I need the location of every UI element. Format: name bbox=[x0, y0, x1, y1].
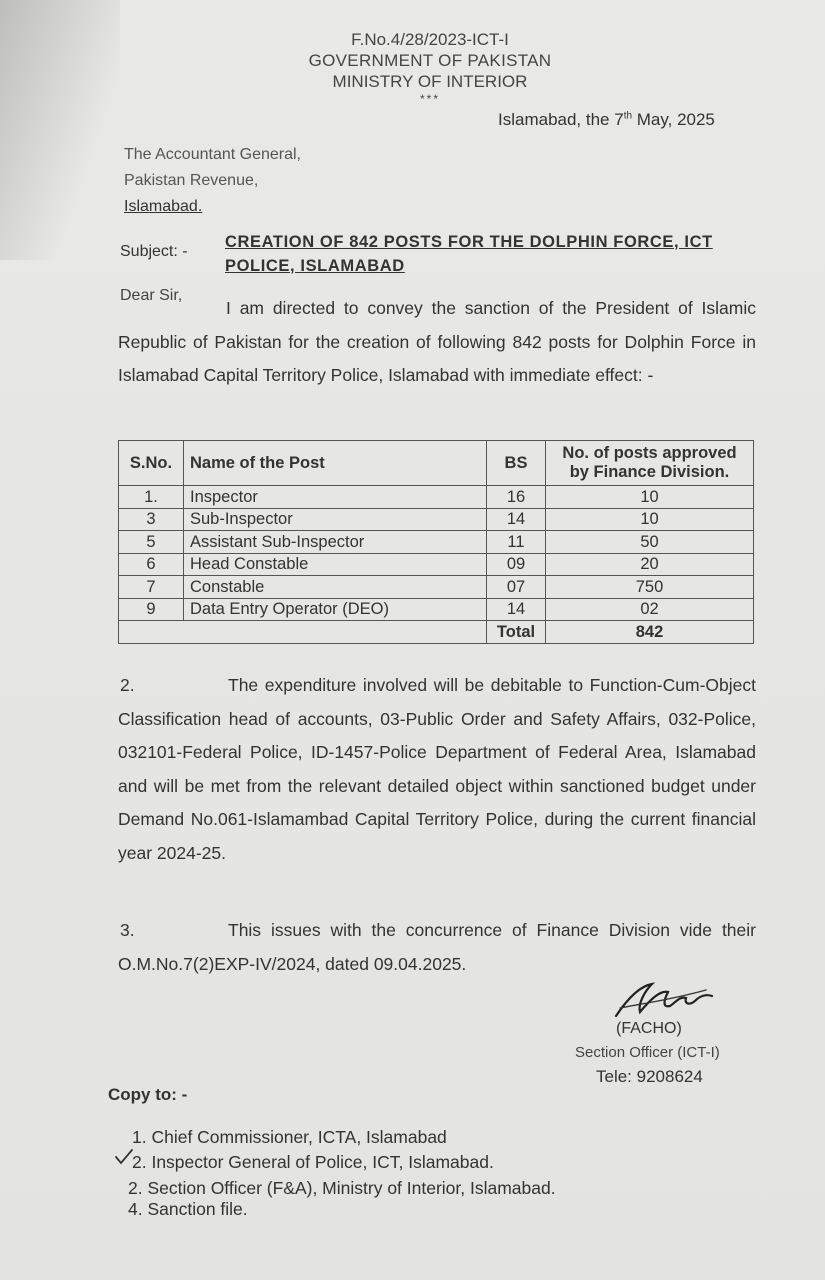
government-heading: GOVERNMENT OF PAKISTAN bbox=[308, 51, 552, 70]
cell-posts: 20 bbox=[546, 553, 754, 576]
table-row bbox=[119, 598, 754, 621]
para-3-number: 3. bbox=[120, 920, 135, 940]
header-bs: BS bbox=[487, 441, 546, 486]
cell-sno: 3 bbox=[119, 508, 184, 531]
cell-sno: 9 bbox=[119, 598, 184, 621]
subject-text: CREATION OF 842 POSTS FOR THE DOLPHIN FORCE, ICT POLICE, ISLAMABAD bbox=[225, 233, 713, 275]
signatory-title: Section Officer (ICT-I) bbox=[575, 1044, 720, 1061]
letter-date: Islamabad, the 7th May, 2025 bbox=[498, 110, 715, 129]
copy-to-item: 4. Sanction file. bbox=[128, 1199, 248, 1219]
cell-posts: 10 bbox=[546, 486, 754, 509]
cell-bs: 09 bbox=[487, 553, 546, 576]
table-row bbox=[119, 576, 754, 599]
signature-scribble-icon bbox=[610, 978, 720, 1024]
header-stars: *** bbox=[419, 92, 440, 106]
total-label: Total bbox=[487, 621, 546, 644]
checkmark-icon bbox=[114, 1148, 134, 1166]
header-posts-approved: No. of posts approved by Finance Division. bbox=[546, 441, 754, 486]
cell-post-name: Constable bbox=[184, 576, 487, 599]
cell-post-name: Head Constable bbox=[184, 553, 487, 576]
table-total-row bbox=[119, 621, 754, 644]
copy-to-item: 2. Section Officer (F&A), Ministry of Interior, Islamabad. bbox=[128, 1178, 556, 1198]
table-row bbox=[119, 531, 754, 554]
cell-sno: 6 bbox=[119, 553, 184, 576]
file-number: F.No.4/28/2023-ICT-I bbox=[351, 30, 509, 49]
copy-to-item: 1. Chief Commissioner, ICTA, Islamabad bbox=[132, 1127, 447, 1147]
copy-to-item: 2. Inspector General of Police, ICT, Islamabad. bbox=[132, 1152, 494, 1172]
para-2-number: 2. bbox=[120, 675, 135, 695]
table-row bbox=[119, 508, 754, 531]
table-header-row bbox=[119, 441, 754, 486]
cell-bs: 07 bbox=[487, 576, 546, 599]
cell-bs: 14 bbox=[487, 508, 546, 531]
cell-post-name: Sub-Inspector bbox=[184, 508, 487, 531]
cell-sno: 7 bbox=[119, 576, 184, 599]
cell-post-name: Inspector bbox=[184, 486, 487, 509]
cell-empty bbox=[119, 621, 184, 644]
copy-to-label: Copy to: - bbox=[108, 1085, 188, 1104]
cell-sno: 1. bbox=[119, 486, 184, 509]
paragraph-1: I am directed to convey the sanction of the President of Islamic Republic of Pakistan for the creation of following 842 posts for Dolphin Force in Islamabad Capital Territory Police, Islamabad with immediate effect: - bbox=[118, 298, 756, 385]
subject-label: Subject: - bbox=[120, 243, 188, 260]
page-shadow bbox=[0, 0, 120, 260]
table-row bbox=[119, 486, 754, 509]
cell-posts: 50 bbox=[546, 531, 754, 554]
total-value: 842 bbox=[546, 621, 754, 644]
addressee-line-3: Islamabad. bbox=[124, 198, 203, 215]
cell-posts: 02 bbox=[546, 598, 754, 621]
addressee-line-2: Pakistan Revenue, bbox=[124, 172, 259, 189]
cell-bs: 16 bbox=[487, 486, 546, 509]
cell-posts: 10 bbox=[546, 508, 754, 531]
ministry-heading: MINISTRY OF INTERIOR bbox=[332, 72, 528, 91]
salutation: Dear Sir, bbox=[120, 287, 183, 304]
table-row bbox=[119, 553, 754, 576]
cell-empty bbox=[184, 621, 487, 644]
cell-post-name: Data Entry Operator (DEO) bbox=[184, 598, 487, 621]
cell-post-name: Assistant Sub-Inspector bbox=[184, 531, 487, 554]
signatory-name: (FACHO) bbox=[616, 1020, 682, 1037]
cell-posts: 750 bbox=[546, 576, 754, 599]
cell-bs: 14 bbox=[487, 598, 546, 621]
cell-sno: 5 bbox=[119, 531, 184, 554]
signatory-telephone: Tele: 9208624 bbox=[596, 1067, 703, 1086]
header-sno: S.No. bbox=[119, 441, 184, 486]
posts-table bbox=[118, 440, 754, 644]
cell-bs: 11 bbox=[487, 531, 546, 554]
paragraph-2: 2. The expenditure involved will be debitable to Function-Cum-Object Classification head of accounts, 03-Public Order and Safety Affairs, 032-Police, 032101-Federal Police, ID-1457-Police Department of Federal Area, Islamabad and will be met from the relevant detailed object within sanctioned budget under Demand No.061-Islamambad Capital Territory Police, during the current financial year 2024-25. bbox=[118, 669, 756, 870]
addressee-line-1: The Accountant General, bbox=[124, 146, 301, 163]
header-post-name: Name of the Post bbox=[184, 441, 487, 486]
paragraph-3: 3. This issues with the concurrence of Finance Division vide their O.M.No.7(2)EXP-IV/2024, dated 09.04.2025. bbox=[118, 914, 756, 981]
